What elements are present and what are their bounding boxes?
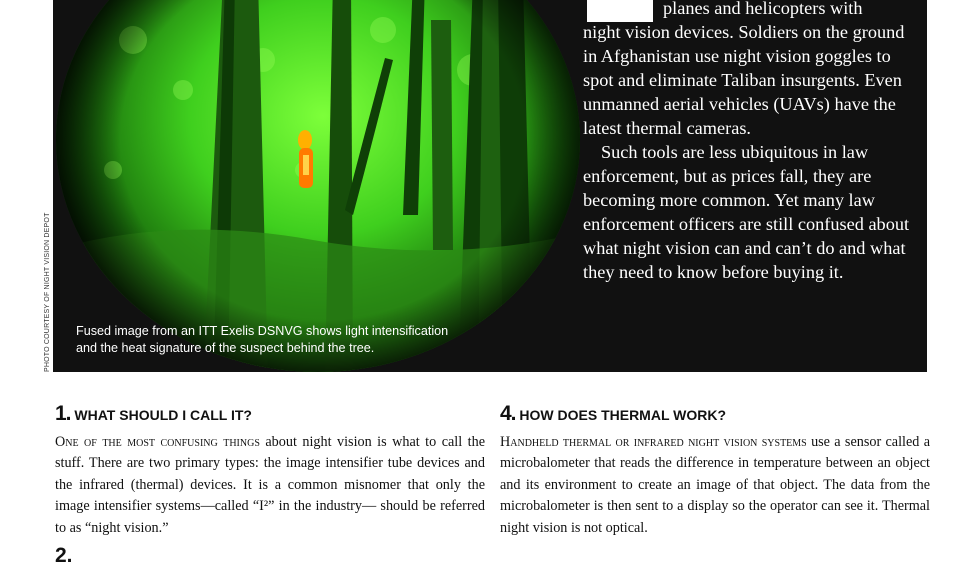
section-how-thermal-works — [500, 402, 930, 539]
section-heading — [500, 402, 930, 427]
caption-line-2: and the heat signature of the suspect behind the tree. — [76, 341, 375, 355]
intro-column — [583, 0, 913, 284]
photo-credit: PHOTO COURTESY OF NIGHT VISION DEPOT — [44, 212, 51, 372]
section-number: 4. — [500, 402, 516, 425]
section-number: 1. — [55, 402, 71, 425]
next-section-number: 2. — [55, 544, 73, 567]
section-lead: One of the most confusing things — [55, 434, 260, 450]
caption-line-1: Fused image from an ITT Exelis DSNVG shows light intensification — [76, 324, 449, 338]
section-heading — [55, 402, 485, 427]
intro-para-1: night vision devices. Soldiers on the ground in Afghanistan use night vision goggles to spot and eliminate Taliban insurgents. Even unmanned aerial vehicles (UAVs) have the latest thermal cameras. — [583, 22, 905, 138]
section-title: HOW DOES THERMAL WORK? — [519, 407, 727, 423]
section-text: about night vision is what to call the stuff. There are two primary types: the image intensifier tube devices and the infrared (thermal) devices. It is a common misnomer that only the image intensifier systems—called “I²” in the industry— should be referred to as “night vision.” — [55, 434, 485, 536]
photo-caption — [76, 323, 536, 357]
section-body — [500, 432, 930, 539]
section-what-to-call-it — [55, 402, 485, 539]
section-lead: Handheld thermal or infrared night vision systems — [500, 434, 807, 450]
section-body — [55, 432, 485, 539]
section-text: use a sensor called a microbalometer that reads the difference in temperature between an object and its environment to create an image of that object. The data from the microbalometer is then sent to a display so the operator can see it. Thermal night vision is not optical. — [500, 434, 930, 536]
section-title: WHAT SHOULD I CALL IT? — [74, 407, 252, 423]
intro-para-2: Such tools are less ubiquitous in law enforcement, but as prices fall, they are becoming more common. Yet many law enforcement officers are still confused about what night vision can and can’t do and what they need to know before buying it. — [583, 142, 910, 282]
intro-line-1: planes and helicopters with — [663, 0, 863, 18]
